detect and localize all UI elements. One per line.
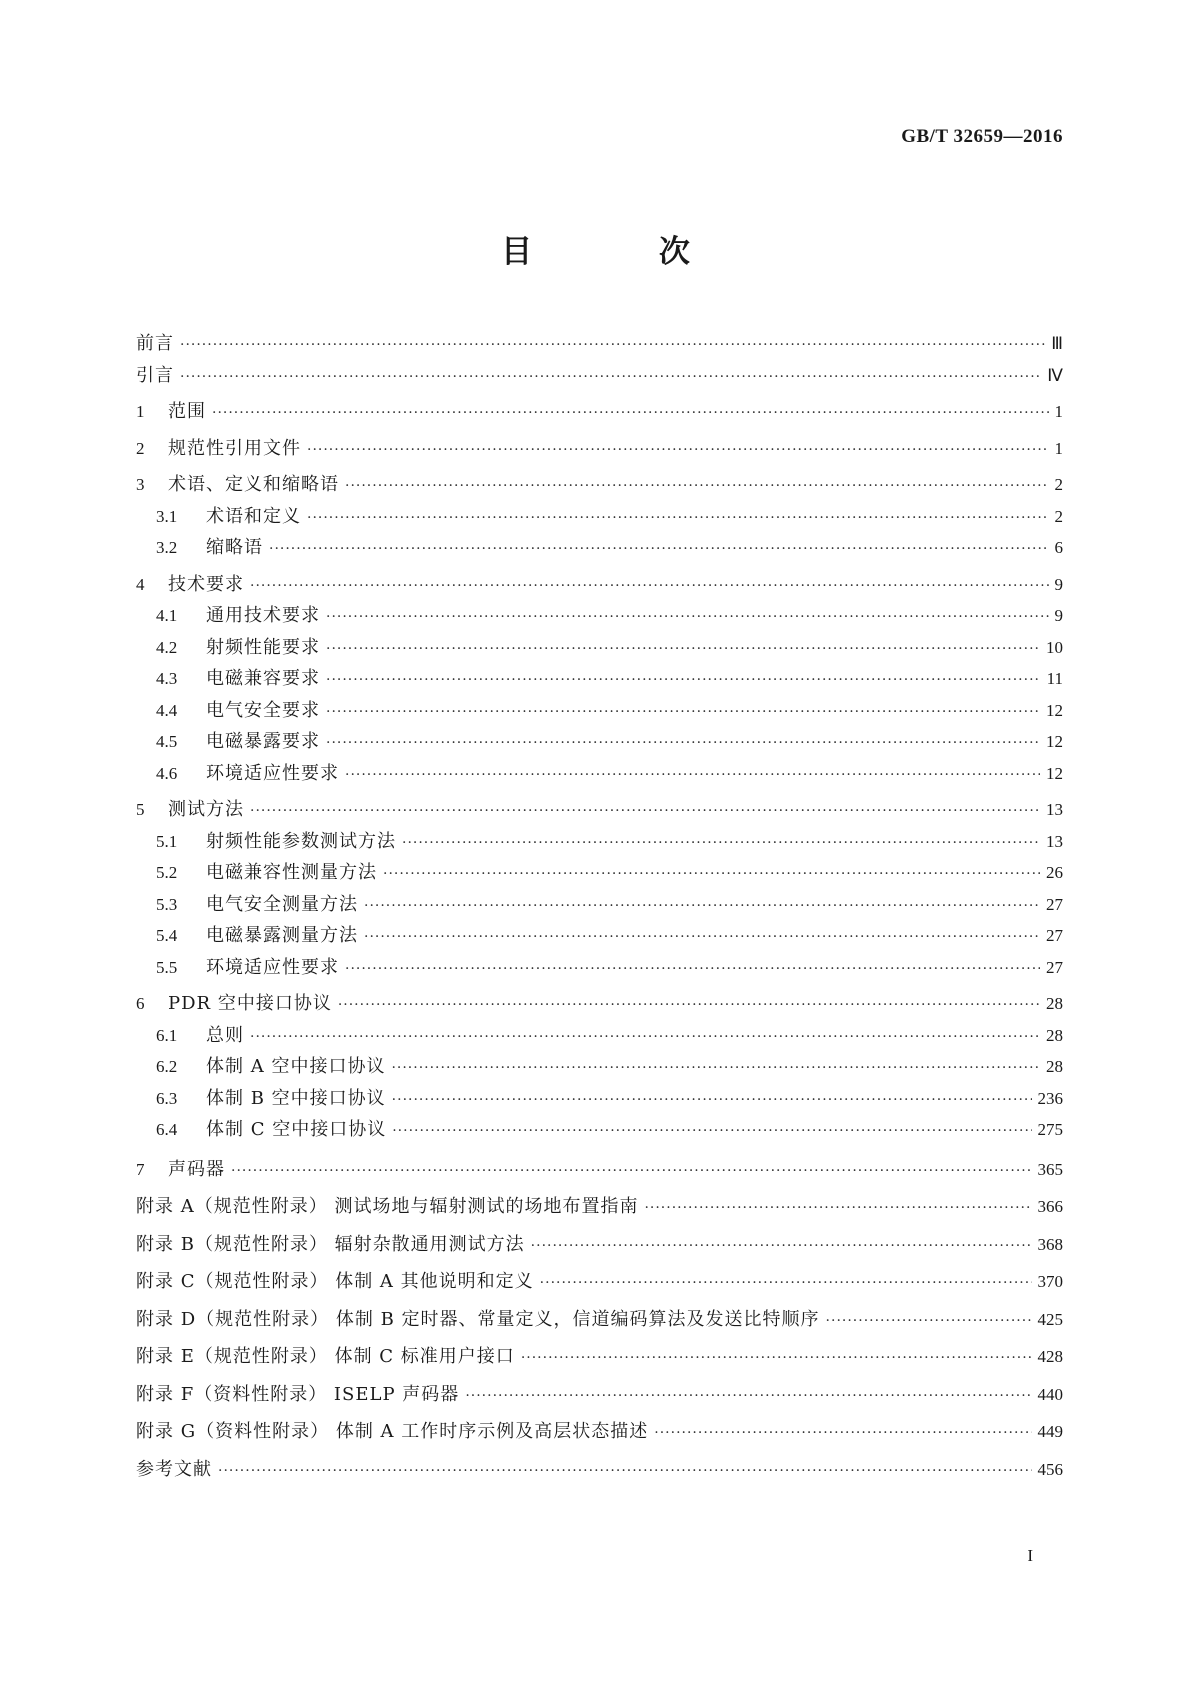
toc-entry-label: 体制 A 空中接口协议 xyxy=(206,1056,386,1077)
dot-leader xyxy=(392,1085,1032,1117)
toc-entry-label: 电磁暴露要求 xyxy=(206,731,320,752)
toc-entry[interactable] xyxy=(136,695,1063,727)
toc-entry-page: 9 xyxy=(1054,606,1063,625)
toc-entry-page: 236 xyxy=(1037,1088,1063,1108)
toc-entry[interactable] xyxy=(136,396,1063,428)
dot-leader xyxy=(826,1303,1032,1341)
toc-entry-number: 4 xyxy=(136,574,145,594)
dot-leader xyxy=(465,1378,1031,1416)
toc-entry-label: 声码器 xyxy=(168,1158,225,1180)
toc-entry-page: 2 xyxy=(1054,475,1063,494)
toc-entry-number: 7 xyxy=(136,1159,145,1179)
toc-entry[interactable] xyxy=(136,889,1063,921)
toc-entry[interactable] xyxy=(136,826,1063,858)
dot-leader xyxy=(364,891,1040,923)
toc-entry[interactable] xyxy=(136,1020,1063,1052)
toc-entry-label: 环境适应性要求 xyxy=(206,956,339,978)
toc-entry-label: PDR 空中接口协议 xyxy=(168,993,332,1014)
toc-entry[interactable] xyxy=(136,1451,1063,1489)
toc-entry-page: 27 xyxy=(1046,926,1063,945)
toc-entry-page: 1 xyxy=(1054,438,1063,458)
toc-entry[interactable] xyxy=(136,663,1063,695)
dot-leader xyxy=(392,1116,1031,1148)
toc-entry-number: 6.4 xyxy=(156,1120,178,1139)
toc-entry-label: 体制 C 空中接口协议 xyxy=(206,1119,387,1140)
toc-entry-number: 4.3 xyxy=(156,669,178,688)
toc-entry[interactable] xyxy=(136,1338,1063,1376)
toc-entry[interactable] xyxy=(136,1226,1063,1264)
toc-entry[interactable] xyxy=(136,1301,1063,1339)
toc-entry-label: 附录 B（规范性附录） 辐射杂散通用测试方法 xyxy=(136,1233,525,1255)
toc-entry-label: 附录 C（规范性附录） 体制 A 其他说明和定义 xyxy=(136,1271,534,1292)
toc-entry-number: 5.3 xyxy=(156,894,178,914)
toc-entry-label: 附录 D（规范性附录） 体制 B 定时器、常量定义，信道编码算法及发送比特顺序 xyxy=(136,1308,820,1330)
toc-entry[interactable] xyxy=(136,726,1063,758)
toc-entry[interactable] xyxy=(136,569,1063,601)
dot-leader xyxy=(644,1190,1031,1228)
toc-entry-page: 368 xyxy=(1037,1234,1063,1254)
toc-entry-label: 附录 A（规范性附录） 测试场地与辐射测试的场地布置指南 xyxy=(136,1196,639,1217)
dot-leader xyxy=(307,503,1049,535)
page-number: I xyxy=(1027,1546,1033,1565)
toc-entry-number: 4.5 xyxy=(156,732,178,751)
toc-entry-number: 4.6 xyxy=(156,763,178,783)
toc-entry[interactable] xyxy=(136,1376,1063,1414)
toc-entry-number: 5.5 xyxy=(156,957,178,977)
dot-leader xyxy=(180,362,1041,394)
dot-leader xyxy=(326,665,1041,697)
toc-entry-label: 通用技术要求 xyxy=(206,605,320,626)
toc-entry[interactable] xyxy=(136,1083,1063,1115)
dot-leader xyxy=(391,1053,1040,1085)
toc-entry-label: 规范性引用文件 xyxy=(168,437,301,459)
toc-entry-number: 3.1 xyxy=(156,506,178,526)
toc-entry-number: 4.2 xyxy=(156,637,178,657)
toc-entry-page: 425 xyxy=(1037,1309,1063,1329)
toc-entry-page: 26 xyxy=(1046,863,1063,882)
toc-entry-number: 3 xyxy=(136,475,145,494)
dot-leader xyxy=(231,1153,1032,1191)
toc-entry-page: 28 xyxy=(1046,1057,1063,1076)
toc-entry-page: 27 xyxy=(1046,957,1063,977)
toc-entry-number: 2 xyxy=(136,438,145,458)
toc-entry-page: Ⅲ xyxy=(1051,334,1063,353)
dot-leader xyxy=(521,1340,1032,1378)
dot-leader xyxy=(250,571,1049,603)
dot-leader xyxy=(250,796,1040,828)
toc-entry-page: 2 xyxy=(1054,506,1063,526)
toc-entry[interactable] xyxy=(136,328,1063,360)
toc-entry-label: 范围 xyxy=(168,401,206,422)
toc-entry[interactable] xyxy=(136,360,1063,392)
toc-entry[interactable] xyxy=(136,920,1063,952)
toc-entry-number: 5 xyxy=(136,800,145,819)
toc-entry-number: 6 xyxy=(136,994,145,1013)
toc-entry-label: 参考文献 xyxy=(136,1458,212,1480)
toc-entry-number: 5.1 xyxy=(156,831,178,851)
toc-entry-page: 12 xyxy=(1046,763,1063,783)
toc-entry-page: 28 xyxy=(1046,1025,1063,1045)
dot-leader xyxy=(218,1453,1032,1491)
toc-entry-label: 总则 xyxy=(206,1024,244,1046)
toc-entry[interactable] xyxy=(136,1188,1063,1226)
toc-entry-number: 6.1 xyxy=(156,1025,178,1045)
toc-entry-page: 10 xyxy=(1046,637,1063,657)
dot-leader xyxy=(345,760,1040,792)
toc-entry[interactable] xyxy=(136,794,1063,826)
toc-entry-label: 引言 xyxy=(136,364,174,386)
toc-entry-label: 射频性能要求 xyxy=(206,636,320,658)
toc-entry-number: 6.2 xyxy=(156,1057,178,1076)
toc-entry[interactable] xyxy=(136,433,1063,465)
toc-entry-number: 3.2 xyxy=(156,538,178,557)
toc-title: 目 次 xyxy=(501,234,748,270)
toc-entry-page: 13 xyxy=(1046,800,1063,819)
toc-entry-page: 365 xyxy=(1037,1159,1063,1179)
toc-entry-page: 456 xyxy=(1037,1459,1063,1479)
toc-entry-label: 测试方法 xyxy=(168,799,244,820)
dot-leader xyxy=(540,1265,1032,1303)
toc-entry-page: 370 xyxy=(1037,1272,1063,1291)
toc-entry-label: 术语和定义 xyxy=(206,505,301,527)
table-of-contents xyxy=(136,328,1063,1488)
toc-entry-page: 12 xyxy=(1046,700,1063,720)
toc-entry-number: 4.4 xyxy=(156,700,178,720)
toc-entry[interactable] xyxy=(136,758,1063,790)
dot-leader xyxy=(269,534,1049,566)
toc-entry-page: 27 xyxy=(1046,894,1063,914)
toc-entry[interactable] xyxy=(136,857,1063,889)
toc-entry-number: 5.2 xyxy=(156,863,178,882)
toc-entry-label: 技术要求 xyxy=(168,573,244,595)
toc-entry[interactable] xyxy=(136,1413,1063,1451)
toc-entry-page: 275 xyxy=(1037,1120,1063,1139)
standard-number: GB/T 32659—2016 xyxy=(901,126,1063,147)
toc-entry-page: Ⅳ xyxy=(1047,365,1063,385)
dot-leader xyxy=(345,954,1040,986)
toc-entry[interactable] xyxy=(136,469,1063,501)
toc-entry-number: 6.3 xyxy=(156,1088,178,1108)
dot-leader xyxy=(212,398,1049,430)
toc-entry-label: 前言 xyxy=(136,333,174,354)
toc-entry-page: 11 xyxy=(1046,669,1063,688)
toc-entry[interactable] xyxy=(136,988,1063,1020)
toc-entry-label: 电磁兼容性测量方法 xyxy=(206,862,377,883)
toc-entry[interactable] xyxy=(136,600,1063,632)
toc-entry-label: 缩略语 xyxy=(206,537,263,558)
toc-entry-page: 428 xyxy=(1037,1347,1063,1366)
dot-leader xyxy=(531,1228,1032,1266)
toc-entry-number: 5.4 xyxy=(156,926,178,945)
toc-entry-label: 体制 B 空中接口协议 xyxy=(206,1087,386,1109)
dot-leader xyxy=(250,1022,1040,1054)
toc-entry-label: 电磁暴露测量方法 xyxy=(206,925,358,946)
toc-entry[interactable] xyxy=(136,501,1063,533)
toc-entry-label: 环境适应性要求 xyxy=(206,762,339,784)
toc-entry-label: 术语、定义和缩略语 xyxy=(168,474,339,495)
toc-entry-label: 附录 F（资料性附录） ISELP 声码器 xyxy=(136,1383,460,1405)
toc-entry-number: 4.1 xyxy=(156,606,178,625)
dot-leader xyxy=(307,435,1049,467)
toc-entry-number: 1 xyxy=(136,402,145,421)
toc-entry[interactable] xyxy=(136,532,1063,564)
dot-leader xyxy=(180,330,1045,362)
dot-leader xyxy=(364,922,1040,954)
toc-entry-label: 附录 G（资料性附录） 体制 A 工作时序示例及高层状态描述 xyxy=(136,1421,649,1442)
toc-entry-label: 附录 E（规范性附录） 体制 C 标准用户接口 xyxy=(136,1346,515,1367)
toc-entry-page: 28 xyxy=(1046,994,1063,1013)
dot-leader xyxy=(654,1415,1031,1453)
toc-entry-label: 电气安全测量方法 xyxy=(206,893,358,915)
toc-entry-page: 13 xyxy=(1046,831,1063,851)
toc-entry-label: 射频性能参数测试方法 xyxy=(206,830,396,852)
toc-entry-page: 9 xyxy=(1054,574,1063,594)
toc-entry-page: 6 xyxy=(1054,538,1063,557)
toc-entry-page: 449 xyxy=(1037,1422,1063,1441)
toc-entry[interactable] xyxy=(136,632,1063,664)
dot-leader xyxy=(345,471,1049,503)
dot-leader xyxy=(402,828,1040,860)
dot-leader xyxy=(326,602,1049,634)
dot-leader xyxy=(383,859,1040,891)
dot-leader xyxy=(326,697,1040,729)
dot-leader xyxy=(338,990,1040,1022)
toc-entry-page: 440 xyxy=(1037,1384,1063,1404)
dot-leader xyxy=(326,634,1040,666)
toc-entry[interactable] xyxy=(136,1114,1063,1146)
toc-entry-page: 1 xyxy=(1054,402,1063,421)
toc-entry-page: 366 xyxy=(1037,1197,1063,1216)
toc-entry[interactable] xyxy=(136,1051,1063,1083)
toc-entry[interactable] xyxy=(136,1263,1063,1301)
toc-entry-label: 电磁兼容要求 xyxy=(206,668,320,689)
dot-leader xyxy=(326,728,1040,760)
toc-entry-page: 12 xyxy=(1046,732,1063,751)
toc-entry-label: 电气安全要求 xyxy=(206,699,320,721)
toc-entry[interactable] xyxy=(136,1151,1063,1189)
toc-entry[interactable] xyxy=(136,952,1063,984)
